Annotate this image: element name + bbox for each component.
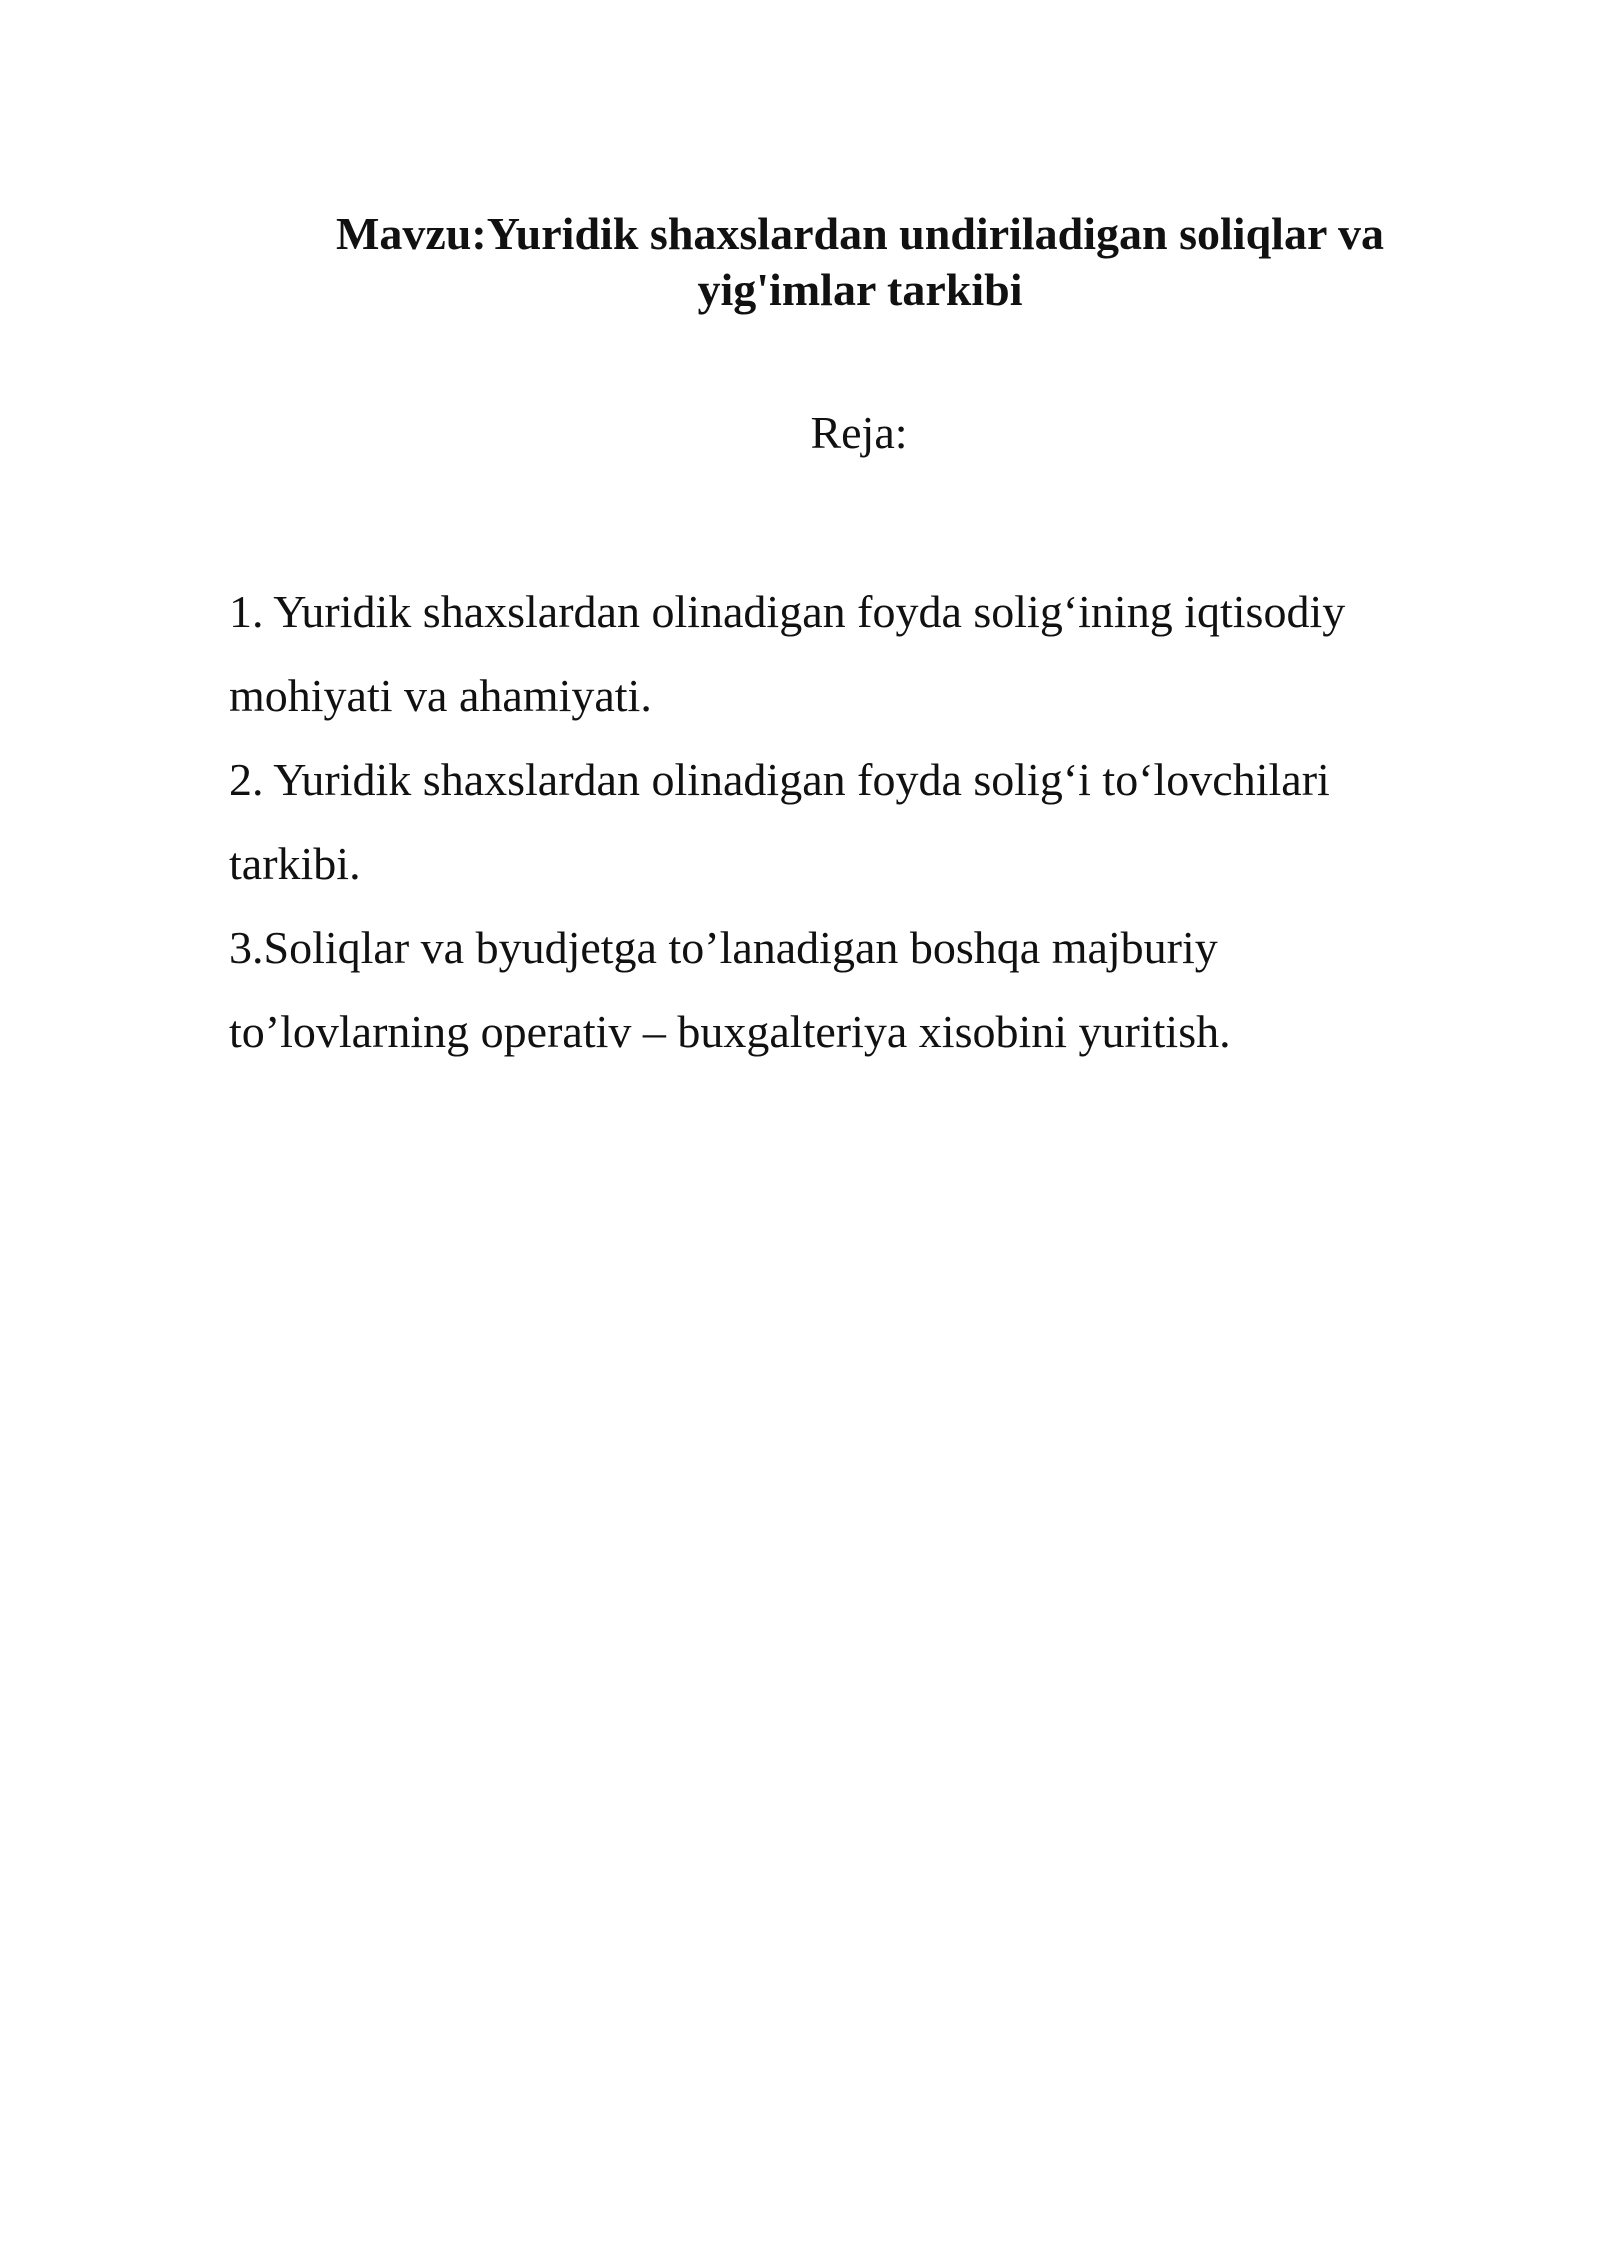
- document-title: [230, 206, 1490, 318]
- plan-item-2-line-1: 2. Yuridik shaxslardan olinadigan foyda solig‘i to‘lovchilari: [229, 754, 1330, 805]
- plan-heading: Reja:: [810, 407, 908, 458]
- plan-item-2-line-2: tarkibi.: [229, 838, 361, 889]
- plan-item-3: [229, 906, 1489, 1074]
- plan-item-1: [229, 570, 1489, 738]
- plan-list: [229, 570, 1489, 1074]
- plan-item-3-line-2: to’lovlarning operativ – buxgalteriya xisobini yuritish.: [229, 1006, 1231, 1057]
- plan-item-3-line-1: 3.Soliqlar va byudjetga to’lanadigan boshqa majburiy: [229, 922, 1218, 973]
- plan-item-1-line-1: 1. Yuridik shaxslardan olinadigan foyda solig‘ining iqtisodiy: [229, 586, 1346, 637]
- plan-item-1-line-2: mohiyati va ahamiyati.: [229, 670, 652, 721]
- plan-item-2: [229, 738, 1489, 906]
- document-title-line-2: yig'imlar tarkibi: [697, 264, 1023, 315]
- document-title-line-1: Mavzu:Yuridik shaxslardan undiriladigan soliqlar va: [335, 208, 1385, 259]
